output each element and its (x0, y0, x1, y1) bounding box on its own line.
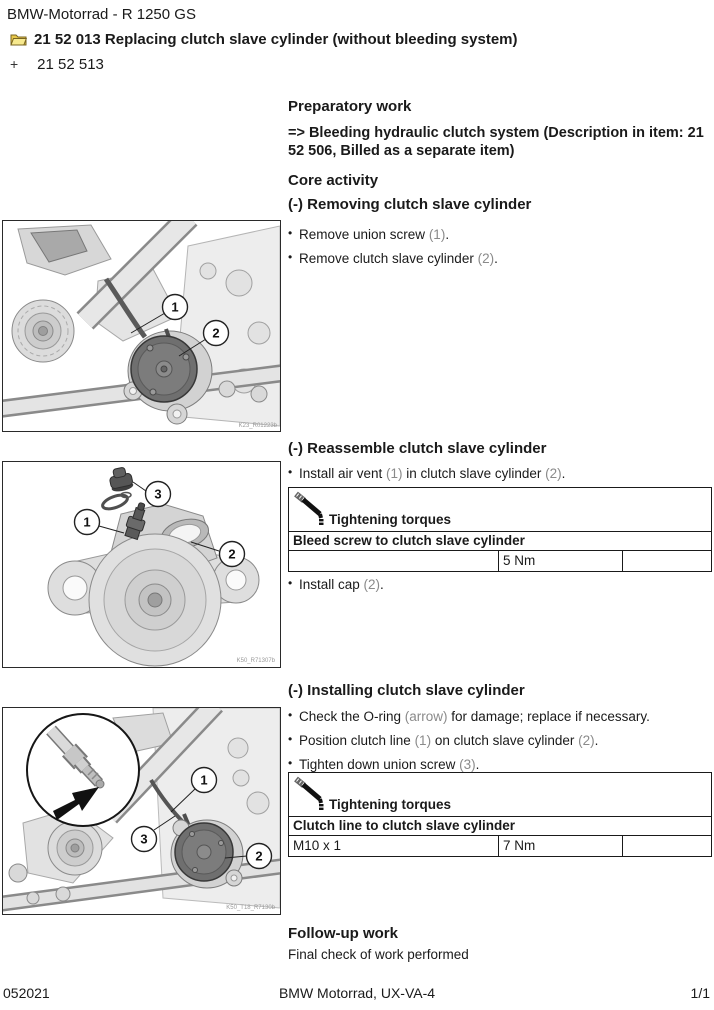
sub-operation-row (10, 56, 104, 73)
torque-table-header (289, 488, 711, 531)
installing-heading: (-) Installing clutch slave cylinder (288, 682, 525, 699)
technical-illustration-removing (3, 221, 280, 431)
callout-number-2: 2 (228, 546, 236, 562)
installing-bullet-1: • Check the O-ring (arrow) for damage; replace if necessary. (288, 709, 714, 724)
torque-row-title: Clutch line to clutch slave cylinder (289, 816, 711, 835)
torque-wrench-icon (293, 776, 329, 812)
open-folder-icon (10, 33, 27, 46)
torque-value-row (289, 835, 711, 856)
reassemble-heading: (-) Reassemble clutch slave cylinder (288, 440, 547, 457)
expand-plus-icon[interactable]: + (10, 56, 19, 72)
torque-table-header (289, 773, 711, 816)
reassemble-bullet-1: • Install air vent (1) in clutch slave cylinder (2). (288, 466, 714, 481)
footer-document-id: BMW Motorrad, UX-VA-4 (278, 985, 436, 1001)
operation-title: 21 52 013 Replacing clutch slave cylinder (without bleeding system) (34, 31, 518, 48)
removing-bullet-1: • Remove union screw (1). (288, 227, 714, 242)
torque-table-title: Tightening torques (329, 512, 451, 527)
torque-table-title: Tightening torques (329, 797, 451, 812)
callout-number-2: 2 (255, 848, 263, 864)
technical-illustration-installing (3, 708, 280, 914)
document-title: BMW-Motorrad - R 1250 GS (7, 6, 196, 23)
technical-illustration-reassemble (3, 462, 280, 667)
callout-number-1: 1 (83, 514, 91, 530)
torque-cell-value: 7 Nm (499, 836, 623, 856)
figure-installing-clutch-slave-cylinder (2, 707, 281, 915)
figure-watermark: K23_R01223b (238, 423, 277, 429)
preparatory-work-heading: Preparatory work (288, 98, 412, 115)
torque-cell-thread (289, 551, 499, 571)
torque-row-title: Bleed screw to clutch slave cylinder (289, 531, 711, 550)
page-footer (0, 985, 714, 1005)
callout-number-3: 3 (140, 831, 148, 847)
callout-number-1: 1 (171, 299, 179, 315)
operation-tree-item[interactable] (10, 31, 518, 48)
installing-bullet-3: • Tighten down union screw (3). (288, 757, 714, 772)
sub-operation-code: 21 52 513 (37, 56, 104, 73)
followup-text: Final check of work performed (288, 947, 469, 962)
figure-watermark: K50_R71307b (236, 658, 275, 664)
figure-removing-clutch-slave-cylinder (2, 220, 281, 432)
tightening-torques-table-clutch-line (288, 772, 712, 857)
torque-cell-value: 5 Nm (499, 551, 623, 571)
torque-value-row (289, 550, 711, 571)
figure-watermark: K50_T18_R7130b (226, 905, 275, 911)
figure-reassemble-clutch-slave-cylinder (2, 461, 281, 668)
installing-bullet-2: • Position clutch line (1) on clutch slave cylinder (2). (288, 733, 714, 748)
callout-number-3: 3 (154, 486, 162, 502)
removing-heading: (-) Removing clutch slave cylinder (288, 196, 532, 213)
reassemble-bullet-2: • Install cap (2). (288, 577, 714, 592)
callout-number-2: 2 (212, 325, 220, 341)
footer-date: 052021 (3, 985, 50, 1001)
core-activity-heading: Core activity (288, 172, 379, 189)
followup-heading: Follow-up work (288, 925, 398, 942)
removing-bullet-2: • Remove clutch slave cylinder (2). (288, 251, 714, 266)
tightening-torques-table-bleed-screw (288, 487, 712, 572)
torque-cell-note (623, 551, 711, 571)
torque-cell-note (623, 836, 711, 856)
torque-wrench-icon (293, 491, 329, 527)
preparatory-reference: => Bleeding hydraulic clutch system (Description in item: 21 52 506, Billed as a separate item) (288, 125, 704, 159)
torque-cell-thread: M10 x 1 (289, 836, 499, 856)
footer-page-indicator: 1/1 (690, 985, 710, 1001)
callout-number-1: 1 (200, 772, 208, 788)
